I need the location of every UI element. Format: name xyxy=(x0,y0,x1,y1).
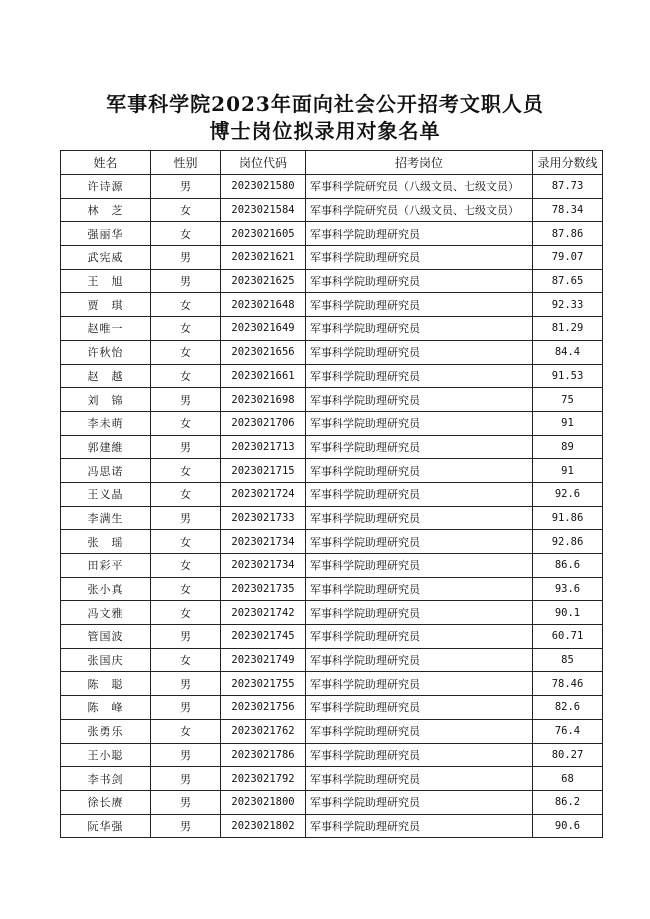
table-row xyxy=(61,269,603,293)
table-row xyxy=(61,388,603,412)
cell-position: 军事科学院助理研究员 xyxy=(306,411,533,435)
cell-score: 91.86 xyxy=(533,506,603,530)
table-row xyxy=(61,175,603,199)
table-body xyxy=(61,175,603,838)
cell-score: 90.1 xyxy=(533,601,603,625)
table-row xyxy=(61,625,603,649)
table-header-row xyxy=(61,151,603,175)
cell-name: 陈 峰 xyxy=(61,696,151,720)
cell-position-code: 2023021724 xyxy=(221,482,306,506)
cell-name: 赵唯一 xyxy=(61,317,151,341)
cell-position: 军事科学院助理研究员 xyxy=(306,459,533,483)
cell-position-code: 2023021580 xyxy=(221,175,306,199)
cell-gender: 男 xyxy=(151,246,221,270)
cell-score: 75 xyxy=(533,388,603,412)
cell-gender: 女 xyxy=(151,198,221,222)
header-position-code: 岗位代码 xyxy=(221,151,306,175)
cell-position-code: 2023021745 xyxy=(221,625,306,649)
cell-name: 强丽华 xyxy=(61,222,151,246)
cell-position-code: 2023021735 xyxy=(221,577,306,601)
cell-score: 86.2 xyxy=(533,790,603,814)
table-row xyxy=(61,743,603,767)
cell-position: 军事科学院助理研究员 xyxy=(306,269,533,293)
cell-score: 92.33 xyxy=(533,293,603,317)
cell-position-code: 2023021734 xyxy=(221,530,306,554)
cell-gender: 男 xyxy=(151,743,221,767)
cell-gender: 女 xyxy=(151,719,221,743)
cell-position: 军事科学院助理研究员 xyxy=(306,814,533,838)
cell-gender: 女 xyxy=(151,340,221,364)
cell-gender: 男 xyxy=(151,506,221,530)
table-row xyxy=(61,672,603,696)
cell-position-code: 2023021800 xyxy=(221,790,306,814)
header-gender: 性别 xyxy=(151,151,221,175)
cell-name: 阮华强 xyxy=(61,814,151,838)
cell-score: 91.53 xyxy=(533,364,603,388)
cell-name: 王义晶 xyxy=(61,482,151,506)
cell-gender: 男 xyxy=(151,625,221,649)
cell-score: 87.86 xyxy=(533,222,603,246)
cell-gender: 男 xyxy=(151,767,221,791)
cell-name: 林 芝 xyxy=(61,198,151,222)
cell-position-code: 2023021786 xyxy=(221,743,306,767)
cell-gender: 女 xyxy=(151,577,221,601)
cell-name: 王小聪 xyxy=(61,743,151,767)
cell-position: 军事科学院助理研究员 xyxy=(306,601,533,625)
cell-name: 李未萌 xyxy=(61,411,151,435)
cell-position-code: 2023021661 xyxy=(221,364,306,388)
cell-gender: 女 xyxy=(151,482,221,506)
table-row xyxy=(61,340,603,364)
cell-position: 军事科学院助理研究员 xyxy=(306,625,533,649)
cell-score: 87.65 xyxy=(533,269,603,293)
cell-position: 军事科学院助理研究员 xyxy=(306,246,533,270)
cell-gender: 男 xyxy=(151,435,221,459)
table-row xyxy=(61,554,603,578)
cell-score: 76.4 xyxy=(533,719,603,743)
table-row xyxy=(61,482,603,506)
cell-gender: 女 xyxy=(151,554,221,578)
table-row xyxy=(61,246,603,270)
cell-gender: 女 xyxy=(151,601,221,625)
cell-gender: 女 xyxy=(151,222,221,246)
cell-name: 李书剑 xyxy=(61,767,151,791)
cell-name: 管国波 xyxy=(61,625,151,649)
cell-position-code: 2023021656 xyxy=(221,340,306,364)
cell-gender: 男 xyxy=(151,790,221,814)
cell-position: 军事科学院助理研究员 xyxy=(306,767,533,791)
cell-name: 郭建維 xyxy=(61,435,151,459)
cell-score: 85 xyxy=(533,648,603,672)
cell-score: 90.6 xyxy=(533,814,603,838)
header-position: 招考岗位 xyxy=(306,151,533,175)
cell-score: 92.86 xyxy=(533,530,603,554)
cell-gender: 女 xyxy=(151,364,221,388)
cell-name: 冯文雅 xyxy=(61,601,151,625)
cell-position-code: 2023021715 xyxy=(221,459,306,483)
cell-score: 78.46 xyxy=(533,672,603,696)
cell-score: 91 xyxy=(533,459,603,483)
cell-gender: 男 xyxy=(151,696,221,720)
cell-position: 军事科学院助理研究员 xyxy=(306,388,533,412)
table-row xyxy=(61,814,603,838)
cell-score: 89 xyxy=(533,435,603,459)
cell-gender: 女 xyxy=(151,530,221,554)
cell-position: 军事科学院助理研究员 xyxy=(306,554,533,578)
cell-name: 张小真 xyxy=(61,577,151,601)
table-row xyxy=(61,435,603,459)
table-row xyxy=(61,719,603,743)
cell-position-code: 2023021698 xyxy=(221,388,306,412)
cell-position: 军事科学院助理研究员 xyxy=(306,648,533,672)
cell-position-code: 2023021621 xyxy=(221,246,306,270)
cell-name: 许诗源 xyxy=(61,175,151,199)
cell-name: 徐长赓 xyxy=(61,790,151,814)
table-row xyxy=(61,364,603,388)
cell-score: 91 xyxy=(533,411,603,435)
cell-position: 军事科学院助理研究员 xyxy=(306,317,533,341)
cell-gender: 男 xyxy=(151,175,221,199)
table-row xyxy=(61,530,603,554)
cell-name: 王 旭 xyxy=(61,269,151,293)
cell-name: 冯思诺 xyxy=(61,459,151,483)
cell-gender: 男 xyxy=(151,388,221,412)
table-row xyxy=(61,696,603,720)
cell-position-code: 2023021802 xyxy=(221,814,306,838)
header-name: 姓名 xyxy=(61,151,151,175)
cell-position-code: 2023021734 xyxy=(221,554,306,578)
cell-name: 张 瑶 xyxy=(61,530,151,554)
cell-position-code: 2023021762 xyxy=(221,719,306,743)
table-row xyxy=(61,767,603,791)
cell-score: 80.27 xyxy=(533,743,603,767)
cell-gender: 男 xyxy=(151,814,221,838)
table-row xyxy=(61,506,603,530)
cell-score: 81.29 xyxy=(533,317,603,341)
table-row xyxy=(61,317,603,341)
cell-name: 李满生 xyxy=(61,506,151,530)
cell-position-code: 2023021755 xyxy=(221,672,306,696)
cell-name: 田彩平 xyxy=(61,554,151,578)
header-score: 录用分数线 xyxy=(533,151,603,175)
cell-name: 贾 琪 xyxy=(61,293,151,317)
document-subtitle: 博士岗位拟录用对象名单 xyxy=(209,119,441,143)
cell-position-code: 2023021742 xyxy=(221,601,306,625)
table-row xyxy=(61,222,603,246)
table-row xyxy=(61,648,603,672)
cell-position: 军事科学院助理研究员 xyxy=(306,577,533,601)
cell-gender: 男 xyxy=(151,269,221,293)
cell-position: 军事科学院研究员（八级文员、七级文员） xyxy=(306,175,533,199)
cell-position-code: 2023021733 xyxy=(221,506,306,530)
cell-position: 军事科学院助理研究员 xyxy=(306,482,533,506)
candidate-table xyxy=(60,150,603,838)
cell-score: 87.73 xyxy=(533,175,603,199)
cell-position: 军事科学院助理研究员 xyxy=(306,222,533,246)
cell-name: 许秋怡 xyxy=(61,340,151,364)
table-row xyxy=(61,790,603,814)
cell-gender: 女 xyxy=(151,293,221,317)
cell-score: 92.6 xyxy=(533,482,603,506)
cell-gender: 女 xyxy=(151,459,221,483)
cell-name: 武宪威 xyxy=(61,246,151,270)
cell-name: 陈 聪 xyxy=(61,672,151,696)
cell-position-code: 2023021649 xyxy=(221,317,306,341)
cell-score: 78.34 xyxy=(533,198,603,222)
cell-position: 军事科学院助理研究员 xyxy=(306,672,533,696)
cell-position: 军事科学院助理研究员 xyxy=(306,743,533,767)
cell-position-code: 2023021625 xyxy=(221,269,306,293)
cell-position-code: 2023021584 xyxy=(221,198,306,222)
cell-position: 军事科学院助理研究员 xyxy=(306,340,533,364)
cell-position: 军事科学院助理研究员 xyxy=(306,506,533,530)
table-row xyxy=(61,198,603,222)
table-row xyxy=(61,411,603,435)
cell-position-code: 2023021713 xyxy=(221,435,306,459)
cell-position: 军事科学院助理研究员 xyxy=(306,435,533,459)
cell-position-code: 2023021605 xyxy=(221,222,306,246)
cell-position: 军事科学院助理研究员 xyxy=(306,696,533,720)
cell-name: 张国庆 xyxy=(61,648,151,672)
cell-score: 82.6 xyxy=(533,696,603,720)
cell-gender: 男 xyxy=(151,672,221,696)
cell-gender: 女 xyxy=(151,648,221,672)
table-row xyxy=(61,293,603,317)
cell-score: 84.4 xyxy=(533,340,603,364)
cell-position: 军事科学院助理研究员 xyxy=(306,364,533,388)
cell-position: 军事科学院助理研究员 xyxy=(306,719,533,743)
cell-position-code: 2023021706 xyxy=(221,411,306,435)
cell-gender: 女 xyxy=(151,317,221,341)
cell-score: 86.6 xyxy=(533,554,603,578)
cell-position-code: 2023021756 xyxy=(221,696,306,720)
cell-position-code: 2023021792 xyxy=(221,767,306,791)
table-row xyxy=(61,601,603,625)
cell-name: 刘 锦 xyxy=(61,388,151,412)
cell-score: 60.71 xyxy=(533,625,603,649)
cell-name: 张勇乐 xyxy=(61,719,151,743)
cell-position: 军事科学院助理研究员 xyxy=(306,790,533,814)
cell-position-code: 2023021749 xyxy=(221,648,306,672)
cell-gender: 女 xyxy=(151,411,221,435)
cell-score: 79.07 xyxy=(533,246,603,270)
table-row xyxy=(61,459,603,483)
document-title: 军事科学院2023年面向社会公开招考文职人员 xyxy=(106,92,544,116)
cell-position: 军事科学院助理研究员 xyxy=(306,293,533,317)
cell-score: 68 xyxy=(533,767,603,791)
table-row xyxy=(61,577,603,601)
cell-score: 93.6 xyxy=(533,577,603,601)
cell-position: 军事科学院研究员（八级文员、七级文员） xyxy=(306,198,533,222)
cell-position: 军事科学院助理研究员 xyxy=(306,530,533,554)
cell-name: 赵 越 xyxy=(61,364,151,388)
cell-position-code: 2023021648 xyxy=(221,293,306,317)
